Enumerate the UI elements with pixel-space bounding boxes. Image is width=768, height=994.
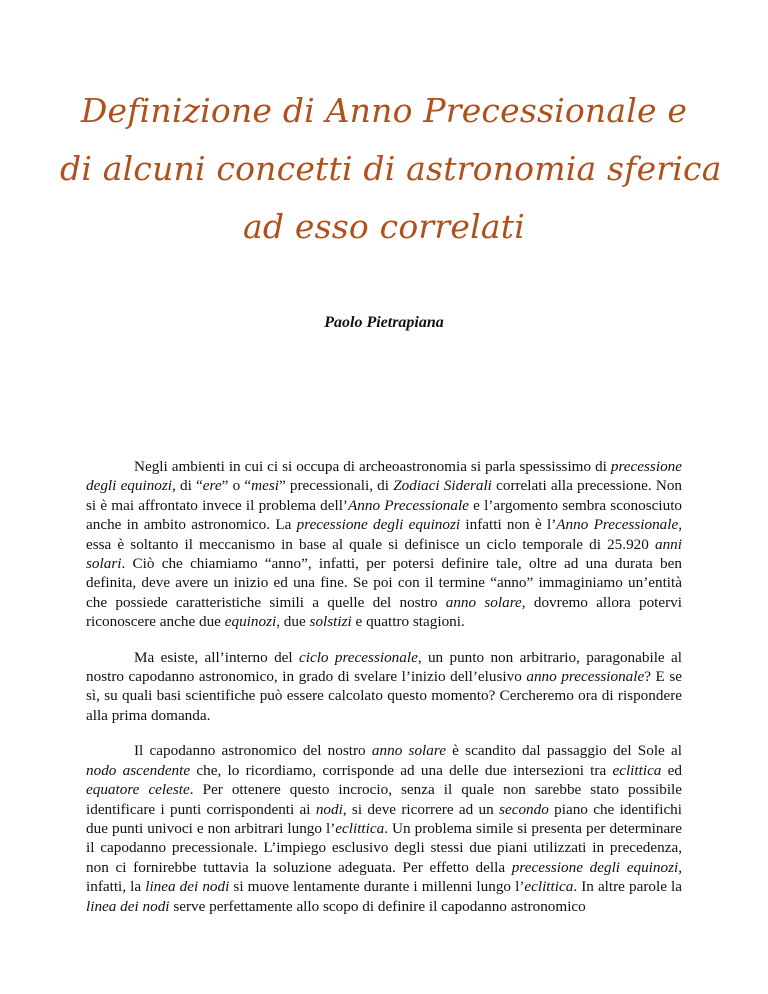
text-run: , si deve ricorrere ad un — [342, 800, 500, 818]
text-run: e l’argomento sembra sconosciuto anche in ambito astronomico. La — [86, 496, 683, 534]
italic-run: secondo — [499, 800, 549, 818]
italic-run: linea dei nodi — [86, 897, 170, 915]
text-run: infatti non è l’ — [460, 516, 557, 534]
text-run: ” o “ — [221, 477, 252, 495]
text-run: ed — [661, 761, 683, 779]
italic-run: precessione degli equinozi — [86, 458, 682, 495]
author-name: Paolo Pietrapiana — [324, 314, 444, 331]
text-run: . Per ottenere questo incrocio, senza il quale non sarebbe stato possibile identificare i punti corrispondenti ai — [86, 781, 682, 818]
text-run: . Un problema simile si presenta per determinare il capodanno precessionale. L’impiego esclusivo degli stessi due piani utilizzati in precedenza, non ci fornirebbe tuttavia la soluzione adeguata. Per effetto della — [86, 819, 682, 876]
italic-run: precessione degli equinozi, — [511, 858, 682, 876]
text-run: Ma esiste, all’interno del — [134, 648, 299, 666]
text-run: , di “ — [172, 477, 203, 495]
text-run: Il capodanno astronomico del nostro — [134, 742, 372, 760]
text-run: correlati alla precessione. Non si è mai affrontato invece il problema dell’ — [86, 477, 683, 514]
italic-run: equinozi — [224, 613, 277, 631]
text-run: che, lo ricordiamo, corrisponde ad una delle due intersezioni tra — [190, 761, 613, 779]
text-run: e quattro stagioni. — [351, 613, 465, 631]
text-run: , due — [276, 613, 310, 631]
italic-run: Anno Precessionale — [348, 496, 469, 514]
text-run: ” precessionali, di — [278, 477, 394, 495]
italic-run: nodi — [315, 800, 343, 818]
italic-run: Zodiaci Siderali — [393, 477, 492, 495]
body-text — [86, 457, 682, 932]
italic-run: eclittica — [612, 761, 662, 779]
italic-run: linea dei nodi — [145, 878, 230, 896]
italic-run: eclittica — [335, 819, 385, 837]
italic-run: nodo ascendente — [86, 761, 191, 779]
italic-run: equatore celeste — [86, 781, 190, 799]
italic-run: ere — [202, 477, 222, 495]
text-run: ? E se sì, su quali basi scientifiche può essere calcolato questo momento? Cercheremo ora di rispondere alla prima domanda. — [86, 668, 683, 724]
italic-run: anno solare — [371, 742, 446, 760]
text-run: Negli ambienti in cui ci si occupa di archeoastronomia si parla spessissimo di — [134, 458, 611, 475]
title-line-1: Definizione di Anno Precessionale e — [80, 91, 688, 130]
text-run: . Ciò che chiamiamo “anno”, infatti, per potersi definire tale, oltre ad una durata ben definita, deve avere un inizio ed una fine. Se poi con il termine “anno” immaginiamo un’entità che possiede caratteristiche simili a quelle del nostro — [86, 555, 682, 611]
document-title — [60, 82, 722, 256]
italic-run: anno solare — [445, 593, 522, 611]
paragraph-3 — [86, 741, 682, 916]
text-run: si muove lentamente durante i millenni lungo l’ — [229, 878, 525, 896]
text-run: serve perfettamente allo scopo di definire il capodanno astronomico — [169, 897, 586, 915]
italic-run: Anno Precessionale — [556, 516, 679, 534]
text-run: , un punto non arbitrario, paragonabile al nostro capodanno astronomico, in grado di svelare l’inizio dell’elusivo — [86, 648, 682, 686]
text-run: , dovremo allora potervi riconoscere anche due — [86, 593, 682, 631]
italic-run: anni solari — [86, 535, 682, 573]
paragraph-1 — [86, 457, 682, 632]
text-run: . In altre parole la — [573, 878, 683, 896]
text-run: è scandito dal passaggio del Sole al — [445, 742, 682, 760]
italic-run: precessione degli equinozi — [296, 516, 461, 534]
italic-run: anno precessionale — [526, 668, 645, 686]
text-run: , essa è soltanto il meccanismo in base al quale si definisce un ciclo temporale di 25.920 — [86, 516, 683, 553]
text-run: infatti, la — [86, 878, 146, 896]
paragraph-2 — [86, 648, 682, 726]
italic-run: eclittica — [524, 878, 574, 896]
italic-run: solstizi — [309, 613, 352, 631]
title-line-2: di alcuni concetti di astronomia sferica — [60, 149, 722, 188]
italic-run: mesi — [251, 477, 279, 495]
italic-run: ciclo precessionale — [299, 648, 418, 666]
title-line-3: ad esso correlati — [243, 207, 525, 246]
text-run: piano che identifichi due punti univoci e non arbitrari lungo l’ — [86, 800, 682, 837]
